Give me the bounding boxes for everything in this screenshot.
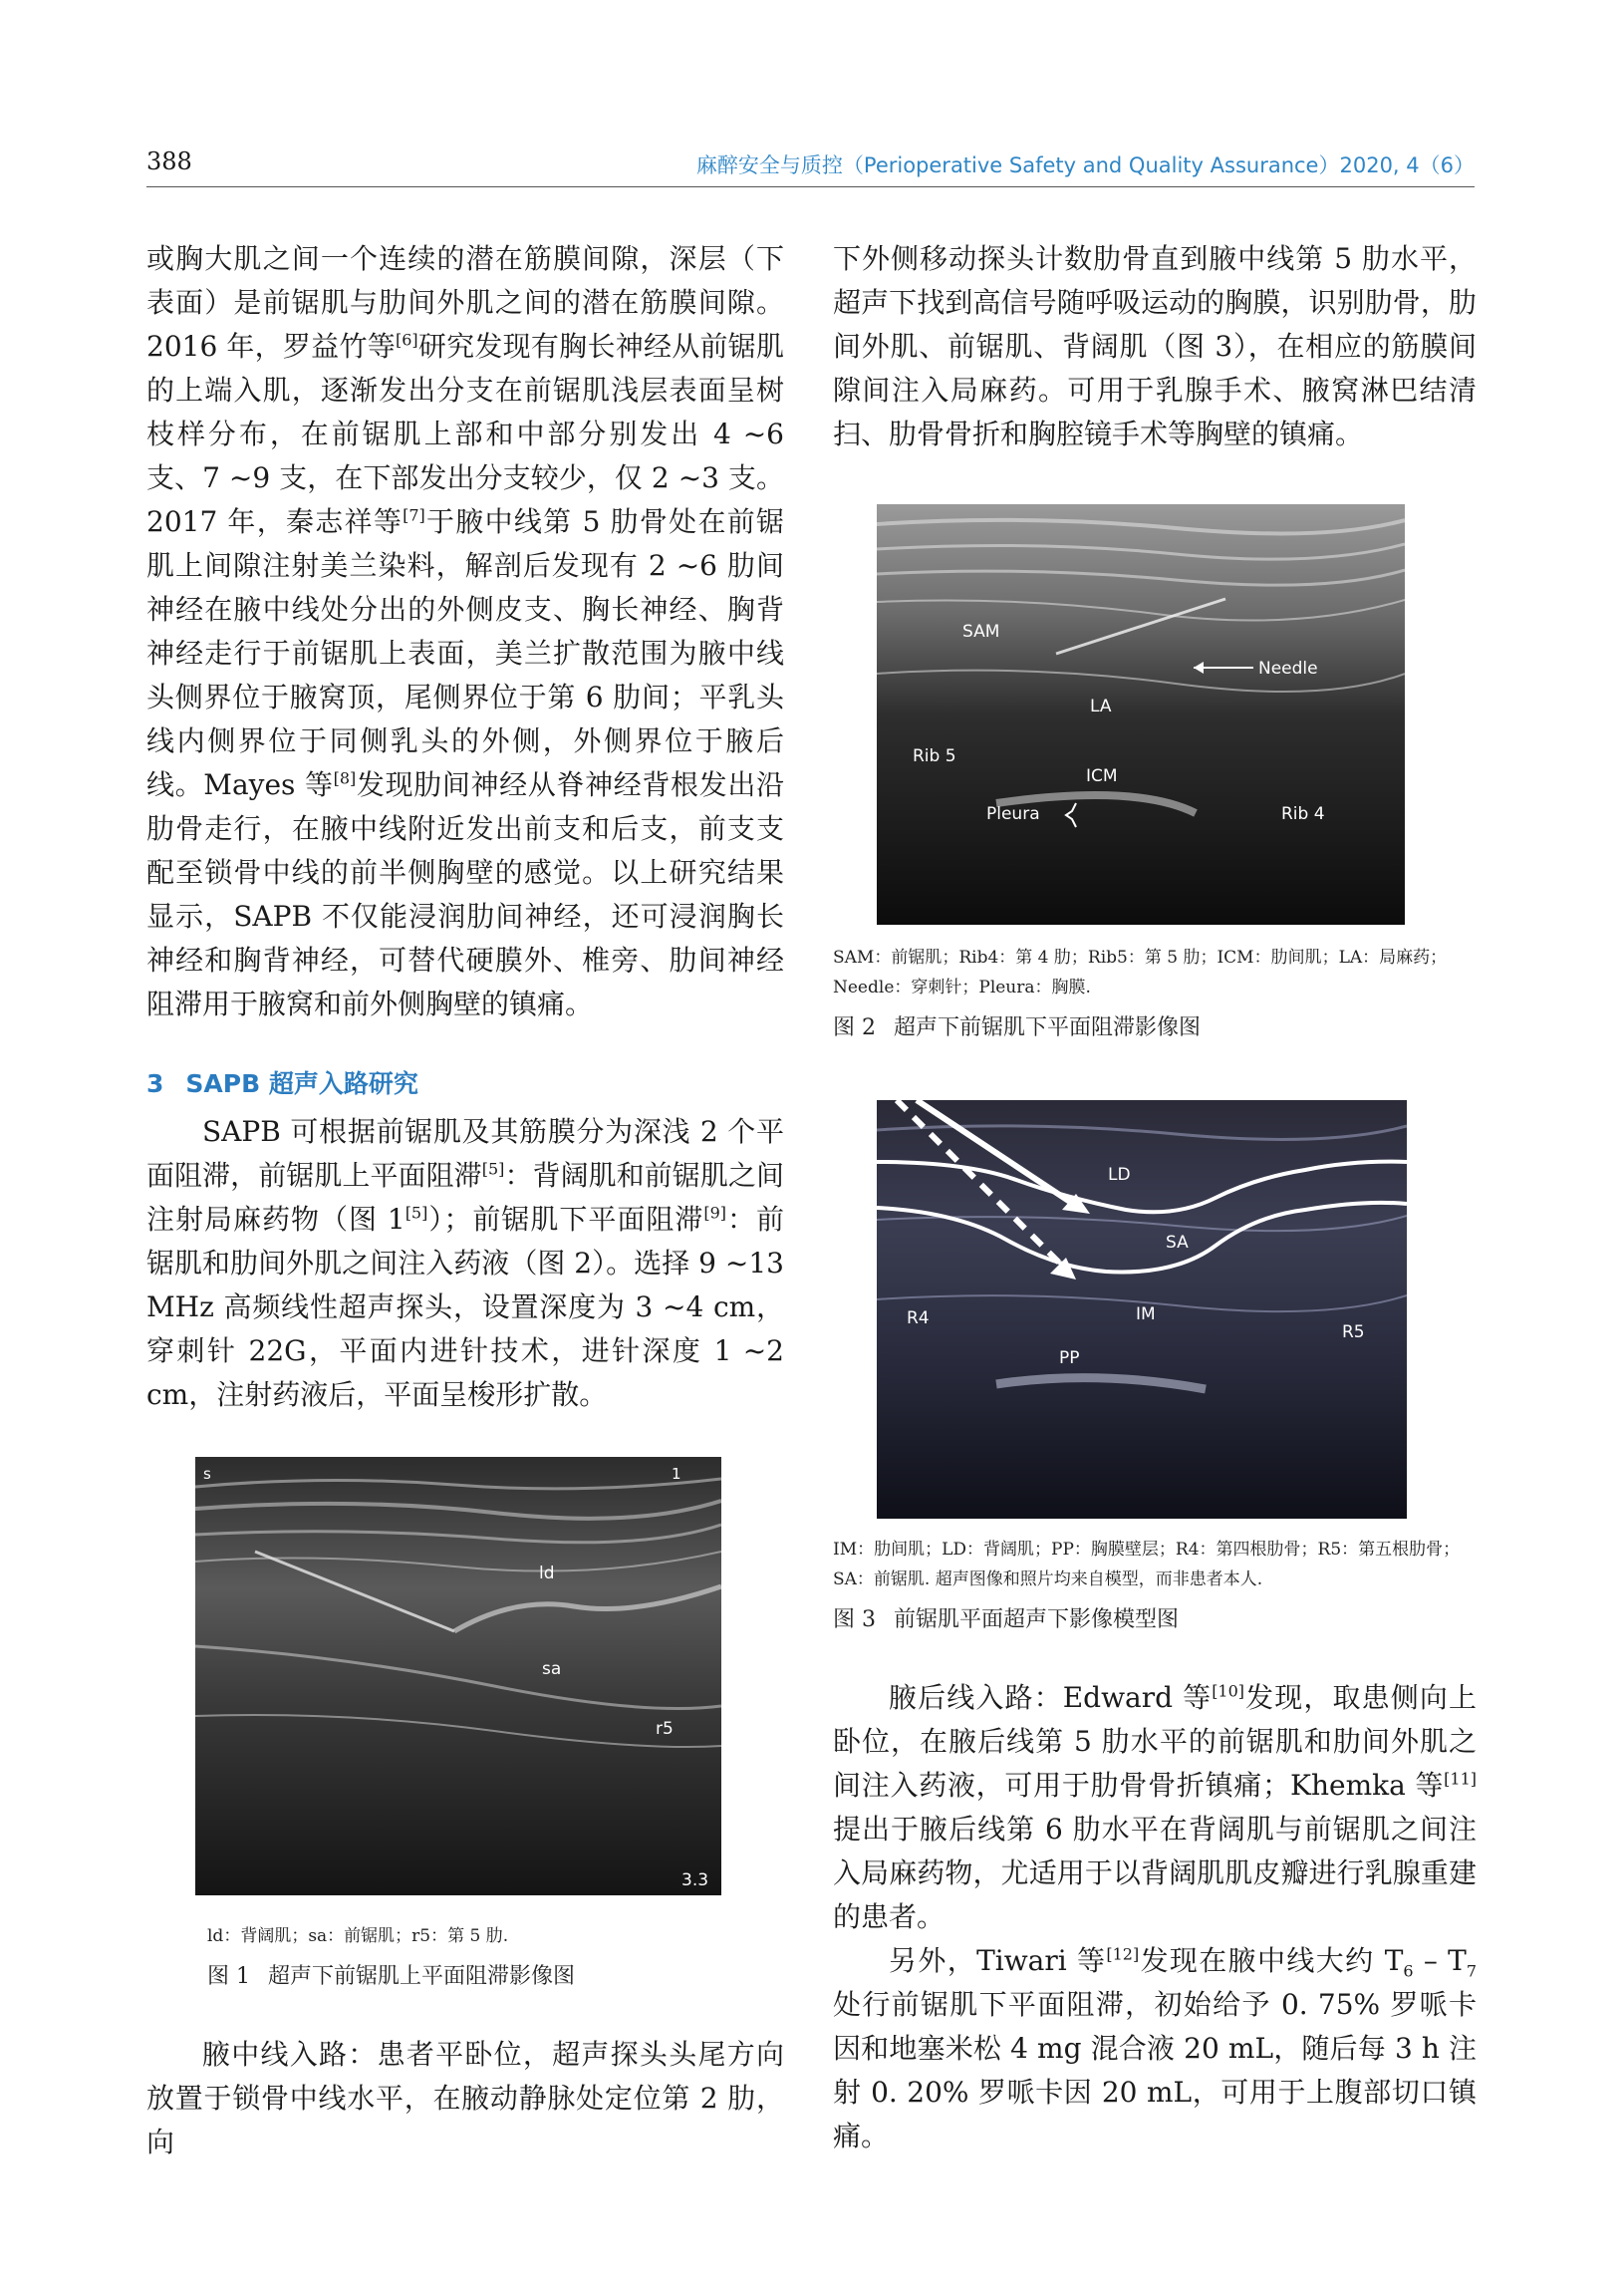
figure-1-title: 图 1 超声下前锯肌上平面阻滞影像图 bbox=[207, 1964, 576, 1989]
right-column bbox=[833, 237, 1477, 456]
label-sa: sa bbox=[542, 1659, 562, 1679]
paragraph: SAPB 可根据前锯肌及其筋膜分为深浅 2 个平面阻滞，前锯肌上平面阻滞[5]：背阔肌和前锯肌之间注射局麻药物（图 1[5]）；前锯肌下平面阻滞[9]：前锯肌和肋间外肌之间注入药液（图 2）。选择 9 ~13 MHz 高频线性超声探头，设置深度为 3 ~4 cm，穿刺针 22G，平面内进针技术，进针深度 1 ~2 cm，注射药液后，平面呈梭形扩散。 bbox=[146, 1115, 784, 1411]
label-pleura: Pleura bbox=[986, 804, 1040, 824]
figure-1-caption: ld：背阔肌；sa：前锯肌；r5：第 5 肋. bbox=[207, 1926, 509, 1946]
paragraph: 另外，Tiwari 等[12]发现在腋中线大约 $T_6 - T_7$ 处行前锯肌下平面阻滞，初始给予 0. 75% 罗哌卡因和地塞米松 4 mg 混合液 20 mL，随后每 3 h 注射 0. 20% 罗哌卡因 20 mL，可用于上腹部切口镇痛。 bbox=[833, 1944, 1477, 2152]
label-rib5: Rib 5 bbox=[913, 746, 956, 766]
paragraph: 腋中线入路：患者平卧位，超声探头头尾方向放置于锁骨中线水平，在腋动静脉处定位第 2 肋，向 bbox=[146, 2038, 784, 2158]
label-sam: SAM bbox=[962, 622, 1000, 642]
paragraph: 或胸大肌之间一个连续的潜在筋膜间隙，深层（下表面）是前锯肌与肋间外肌之间的潜在筋膜间隙。2016 年，罗益竹等[6]研究发现有胸长神经从前锯肌的上端入肌，逐渐发出分支在前锯肌浅层表面呈树枝样分布，在前锯肌上部和中部分别发出 4 ~6 支、7 ~9 支，在下部发出分支较少，仅 2 ~3 支。2017 年，秦志祥等[7]于腋中线第 5 肋骨处在前锯肌上间隙注射美兰染料，解剖后发现有 2 ~6 肋间神经在腋中线处分出的外侧皮支、胸长神经、胸背神经走行于前锯肌上表面，美兰扩散范围为腋中线头侧界位于腋窝顶，尾侧界位于第 6 肋间；平乳头线内侧界位于同侧乳头的外侧，外侧界位于腋后线。Mayes 等[8]发现肋间神经从脊神经背根发出沿肋骨走行，在腋中线附近发出前支和后支，前支支配至锁骨中线的前半侧胸壁的感觉。以上研究结果显示，SAPB 不仅能浸润肋间神经，还可浸润胸长神经和胸背神经，可替代硬膜外、椎旁、肋间神经阻滞用于腋窝和前外侧胸壁的镇痛。 bbox=[146, 242, 784, 1020]
figure-1-ultrasound bbox=[195, 1457, 721, 1895]
label-needle: Needle bbox=[1258, 659, 1318, 679]
figure-2-ultrasound bbox=[877, 504, 1405, 925]
citation: [12] bbox=[1106, 1944, 1140, 1964]
left-column bbox=[146, 237, 784, 1417]
citation: [5] bbox=[405, 1203, 428, 1223]
label-s: s bbox=[203, 1465, 211, 1483]
page-number: 388 bbox=[146, 147, 192, 175]
right-column-bottom bbox=[833, 1676, 1477, 2158]
header-rule bbox=[146, 186, 1475, 187]
figure-3-title: 图 3 前锯肌平面超声下影像模型图 bbox=[833, 1607, 1180, 1632]
citation: [5] bbox=[481, 1159, 505, 1179]
label-1: 1 bbox=[672, 1465, 681, 1483]
figure-3-caption: IM：肋间肌；LD：背阔肌；PP：胸膜壁层；R4：第四根肋骨；R5：第五根肋骨；SA：前锯肌. 超声图像和照片均来自模型，而非患者本人. bbox=[833, 1540, 1461, 1589]
label-rib4: Rib 4 bbox=[1281, 804, 1325, 824]
citation: [8] bbox=[333, 768, 357, 788]
label-la: LA bbox=[1090, 697, 1112, 716]
citation: [9] bbox=[703, 1203, 726, 1223]
label-sa: SA bbox=[1166, 1233, 1189, 1253]
citation: [7] bbox=[403, 505, 425, 525]
citation: [6] bbox=[395, 330, 418, 350]
citation: [10] bbox=[1212, 1681, 1245, 1701]
label-r5: R5 bbox=[1342, 1322, 1365, 1342]
label-ld: ld bbox=[539, 1564, 555, 1583]
label-ld: LD bbox=[1108, 1165, 1131, 1185]
label-depth: 3.3 bbox=[681, 1870, 709, 1890]
left-column-bottom bbox=[146, 2033, 784, 2164]
citation: [11] bbox=[1444, 1769, 1477, 1789]
section-heading: 3 SAPB 超声入路研究 bbox=[146, 1069, 418, 1098]
figure-2-caption: SAM：前锯肌；Rib4：第 4 肋；Rib5：第 5 肋；ICM：肋间肌；LA：局麻药；Needle：穿刺针；Pleura：胸膜. bbox=[833, 948, 1448, 998]
label-icm: ICM bbox=[1086, 766, 1118, 786]
figure-2-title: 图 2 超声下前锯肌下平面阻滞影像图 bbox=[833, 1015, 1202, 1040]
label-pp: PP bbox=[1059, 1348, 1080, 1368]
paragraph: 下外侧移动探头计数肋骨直到腋中线第 5 肋水平，超声下找到高信号随呼吸运动的胸膜，识别肋骨，肋间外肌、前锯肌、背阔肌（图 3），在相应的筋膜间隙间注入局麻药。可用于乳腺手术、腋窝淋巴结清扫、肋骨骨折和胸腔镜手术等胸壁的镇痛。 bbox=[833, 242, 1477, 450]
journal-header: 麻醉安全与质控（Perioperative Safety and Quality Assurance）2020, 4（6） bbox=[695, 153, 1475, 177]
paragraph: 腋后线入路：Edward 等[10]发现，取患侧向上卧位，在腋后线第 5 肋水平的前锯肌和肋间外肌之间注入药液，可用于肋骨骨折镇痛；Khemka 等[11]提出于腋后线第 6 肋水平在背阔肌与前锯肌之间注入局麻药物，尤适用于以背阔肌肌皮瓣进行乳腺重建的患者。 bbox=[833, 1681, 1477, 1933]
label-r5: r5 bbox=[656, 1719, 674, 1739]
label-im: IM bbox=[1136, 1304, 1156, 1324]
label-r4: R4 bbox=[907, 1308, 930, 1328]
figure-3-ultrasound bbox=[877, 1100, 1407, 1519]
